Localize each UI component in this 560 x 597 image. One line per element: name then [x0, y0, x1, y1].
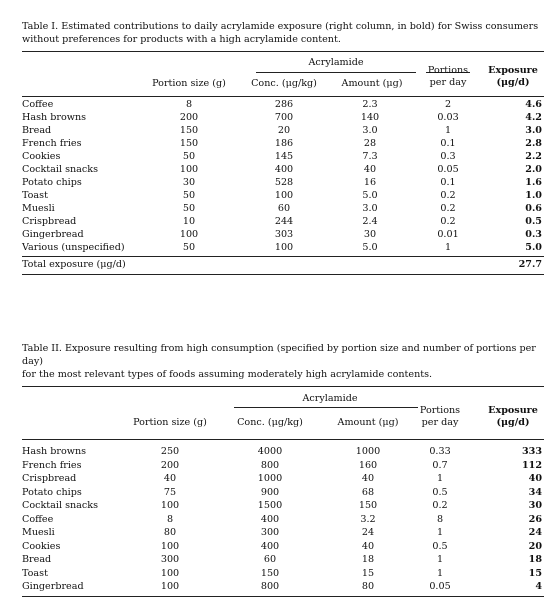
- cell-exposure: 0.6: [525, 203, 542, 214]
- cell-per-day: 0.5: [432, 486, 448, 498]
- table-1-header-acrylamide: Acrylamide: [308, 57, 364, 68]
- table-1-header-exposure: [482, 65, 544, 89]
- cell-per-day: 1: [436, 473, 444, 484]
- table-2-header-portions: [410, 405, 470, 429]
- cell-conc: 303: [274, 229, 294, 240]
- cell-amount: 5.0: [362, 242, 378, 253]
- cell-conc: 100: [274, 190, 294, 201]
- cell-amount: 3.2: [360, 513, 376, 525]
- table-1-header-portions-line1: Portions: [427, 65, 469, 76]
- table-row: [22, 163, 544, 176]
- cell-per-day: 0.05: [429, 581, 451, 592]
- cell-exposure: 0.3: [525, 229, 542, 240]
- table-1-header-exposure-line2: (μg/d): [496, 77, 530, 88]
- cell-food: Crispbread: [22, 473, 77, 484]
- table-1-caption: [22, 20, 544, 46]
- cell-conc: 528: [274, 177, 294, 188]
- cell-food: Toast: [22, 190, 48, 201]
- table-1: [22, 20, 544, 275]
- table-row: [22, 241, 544, 254]
- cell-food: Bread: [22, 554, 52, 565]
- cell-per-day: 0.1: [440, 138, 456, 149]
- cell-exposure: 26: [528, 513, 542, 525]
- table-row: [22, 472, 544, 486]
- cell-food: French fries: [22, 459, 82, 471]
- cell-per-day: 0.2: [440, 216, 456, 227]
- cell-food: Hash browns: [22, 112, 87, 123]
- cell-exposure: 4: [535, 581, 542, 592]
- table-1-header-exposure-line1: Exposure: [488, 65, 538, 76]
- cell-conc: 700: [274, 112, 294, 123]
- table-2-header: [22, 387, 544, 439]
- table-row: [22, 215, 544, 228]
- table-2-bottom-rule: [22, 596, 544, 597]
- cell-exposure: 4.2: [525, 112, 542, 123]
- cell-food: French fries: [22, 138, 82, 149]
- cell-exposure: 3.0: [525, 125, 542, 136]
- cell-portion: 8: [185, 99, 193, 110]
- cell-amount: 40: [361, 473, 375, 484]
- table-2-caption-line1: Table II. Exposure resulting from high consumption (specified by portion size and number of portions per day): [22, 343, 536, 367]
- cell-portion: 100: [160, 567, 180, 579]
- cell-portion: 50: [182, 242, 196, 253]
- cell-portion: 100: [179, 164, 199, 175]
- cell-exposure: 34: [528, 486, 542, 498]
- table-row: [22, 499, 544, 513]
- cell-food: Crispbread: [22, 216, 77, 227]
- cell-conc: 1000: [257, 473, 283, 484]
- table-row: [22, 228, 544, 241]
- cell-amount: 68: [361, 486, 375, 498]
- cell-exposure: 112: [521, 459, 542, 471]
- table-row: [22, 137, 544, 150]
- table-2-caption: [22, 342, 544, 381]
- cell-per-day: 0.33: [429, 446, 451, 457]
- cell-exposure: 5.0: [525, 242, 542, 253]
- table-1-total-value: 27.7: [518, 259, 542, 270]
- cell-food: Gingerbread: [22, 229, 84, 240]
- cell-per-day: 1: [444, 242, 452, 253]
- table-2-caption-line2: for the most relevant types of foods assuming moderately high acrylamide contents.: [22, 369, 433, 380]
- cell-portion: 300: [160, 554, 180, 565]
- cell-conc: 900: [260, 486, 280, 498]
- cell-conc: 400: [260, 540, 280, 552]
- cell-per-day: 1: [436, 567, 444, 579]
- cell-amount: 2.3: [362, 99, 378, 110]
- cell-conc: 400: [274, 164, 294, 175]
- cell-exposure: 2.0: [525, 164, 542, 175]
- table-2-body: [22, 440, 544, 594]
- cell-food: Various (unspecified): [22, 242, 125, 253]
- cell-exposure: 40: [528, 473, 542, 484]
- cell-amount: 40: [363, 164, 377, 175]
- cell-per-day: 0.01: [437, 229, 459, 240]
- cell-conc: 100: [274, 242, 294, 253]
- cell-amount: 28: [363, 138, 377, 149]
- cell-per-day: 1: [436, 554, 444, 565]
- cell-portion: 250: [160, 446, 180, 457]
- table-row: [22, 486, 544, 500]
- cell-amount: 15: [361, 567, 375, 579]
- cell-exposure: 0.5: [525, 216, 542, 227]
- table-row: [22, 540, 544, 554]
- cell-per-day: 0.1: [440, 177, 456, 188]
- cell-food: Gingerbread: [22, 581, 84, 592]
- cell-per-day: 0.2: [432, 500, 448, 511]
- cell-per-day: 0.2: [440, 203, 456, 214]
- cell-per-day: 0.7: [432, 459, 448, 471]
- cell-amount: 24: [361, 527, 375, 538]
- table-row: [22, 124, 544, 137]
- table-row: [22, 150, 544, 163]
- table-1-total-label: Total exposure (μg/d): [22, 259, 126, 270]
- cell-conc: 186: [274, 138, 294, 149]
- cell-exposure: 15: [528, 567, 542, 579]
- cell-amount: 40: [361, 540, 375, 552]
- cell-conc: 244: [274, 216, 294, 227]
- cell-conc: 145: [274, 151, 294, 162]
- cell-exposure: 20: [528, 540, 542, 552]
- table-1-acrylamide-rule: [256, 72, 416, 73]
- cell-per-day: 2: [444, 99, 452, 110]
- cell-amount: 1000: [355, 446, 381, 457]
- table-2-acrylamide-rule: [234, 407, 418, 408]
- cell-food: Potato chips: [22, 486, 82, 498]
- cell-food: Hash browns: [22, 446, 87, 457]
- table-1-body: [22, 97, 544, 254]
- cell-food: Cocktail snacks: [22, 500, 98, 511]
- cell-food: Bread: [22, 125, 52, 136]
- table-2-header-exposure-line2: (μg/d): [496, 417, 530, 428]
- cell-per-day: 0.2: [440, 190, 456, 201]
- cell-per-day: 0.05: [437, 164, 459, 175]
- cell-exposure: 2.8: [525, 138, 542, 149]
- table-2-header-exposure-line1: Exposure: [488, 405, 538, 416]
- cell-food: Cookies: [22, 151, 61, 162]
- cell-portion: 40: [163, 473, 177, 484]
- cell-portion: 50: [182, 151, 196, 162]
- cell-portion: 50: [182, 203, 196, 214]
- table-1-header-portions-line2: per day: [429, 77, 467, 88]
- cell-portion: 150: [179, 125, 199, 136]
- table-2-header-portion-size: Portion size (g): [133, 417, 207, 428]
- cell-portion: 50: [182, 190, 196, 201]
- cell-conc: 150: [260, 567, 280, 579]
- cell-exposure: 2.2: [525, 151, 542, 162]
- cell-portion: 100: [179, 229, 199, 240]
- table-2-header-portions-line2: per day: [421, 417, 459, 428]
- table-2: [22, 342, 544, 597]
- table-row: [22, 459, 544, 473]
- cell-amount: 3.0: [362, 203, 378, 214]
- table-row: [22, 553, 544, 567]
- cell-conc: 60: [277, 203, 291, 214]
- cell-amount: 7.3: [362, 151, 378, 162]
- cell-portion: 10: [182, 216, 196, 227]
- cell-exposure: 1.0: [525, 190, 542, 201]
- cell-conc: 800: [260, 459, 280, 471]
- cell-food: Potato chips: [22, 177, 82, 188]
- table-row: [22, 445, 544, 459]
- cell-amount: 160: [358, 459, 378, 471]
- cell-per-day: 0.3: [440, 151, 456, 162]
- cell-food: Cocktail snacks: [22, 164, 98, 175]
- table-2-header-acrylamide: Acrylamide: [302, 393, 358, 404]
- table-1-total-rule: [22, 256, 544, 257]
- cell-per-day: 1: [436, 527, 444, 538]
- cell-portion: 200: [160, 459, 180, 471]
- table-1-header-portion-size: Portion size (g): [152, 78, 226, 89]
- cell-exposure: 24: [528, 527, 542, 538]
- table-row: [22, 176, 544, 189]
- table-2-header-amount: Amount (μg): [337, 417, 399, 428]
- cell-conc: 800: [260, 581, 280, 592]
- cell-conc: 20: [277, 125, 291, 136]
- cell-food: Muesli: [22, 203, 55, 214]
- cell-portion: 30: [182, 177, 196, 188]
- table-row: [22, 513, 544, 527]
- cell-per-day: 0.03: [437, 112, 459, 123]
- table-1-header: [22, 52, 544, 96]
- cell-conc: 400: [260, 513, 280, 525]
- cell-exposure: 18: [528, 554, 542, 565]
- table-1-caption-line1: Table I. Estimated contributions to daily acrylamide exposure (right column, in bold) for Swiss consumers: [22, 21, 539, 32]
- cell-portion: 150: [179, 138, 199, 149]
- cell-amount: 80: [361, 581, 375, 592]
- table-2-header-exposure: [482, 405, 544, 429]
- cell-per-day: 1: [444, 125, 452, 136]
- table-row: [22, 580, 544, 594]
- cell-conc: 60: [263, 554, 277, 565]
- cell-portion: 200: [179, 112, 199, 123]
- cell-conc: 1500: [257, 500, 283, 511]
- cell-exposure: 30: [528, 500, 542, 511]
- cell-food: Coffee: [22, 99, 54, 110]
- table-1-bottom-rule: [22, 274, 544, 275]
- table-1-header-portions: [418, 65, 478, 89]
- cell-per-day: 8: [436, 513, 444, 525]
- cell-conc: 4000: [257, 446, 283, 457]
- cell-amount: 30: [363, 229, 377, 240]
- cell-portion: 100: [160, 540, 180, 552]
- cell-exposure: 1.6: [525, 177, 542, 188]
- table-row: [22, 567, 544, 581]
- cell-food: Muesli: [22, 527, 55, 538]
- table-1-total-row: [22, 258, 544, 271]
- cell-portion: 8: [166, 513, 174, 525]
- cell-amount: 5.0: [362, 190, 378, 201]
- cell-food: Toast: [22, 567, 48, 579]
- table-1-header-amount: Amount (μg): [341, 78, 403, 89]
- cell-portion: 100: [160, 500, 180, 511]
- cell-food: Cookies: [22, 540, 61, 552]
- cell-amount: 140: [360, 112, 380, 123]
- cell-portion: 100: [160, 581, 180, 592]
- table-1-header-conc: Conc. (μg/kg): [251, 78, 317, 89]
- table-row: [22, 526, 544, 540]
- cell-amount: 18: [361, 554, 375, 565]
- cell-amount: 3.0: [362, 125, 378, 136]
- table-1-caption-line2: without preferences for products with a high acrylamide content.: [22, 34, 341, 45]
- cell-conc: 300: [260, 527, 280, 538]
- table-row: [22, 202, 544, 215]
- cell-conc: 286: [274, 99, 294, 110]
- cell-amount: 16: [363, 177, 377, 188]
- table-row: [22, 111, 544, 124]
- table-row: [22, 98, 544, 111]
- cell-portion: 80: [163, 527, 177, 538]
- cell-exposure: 333: [521, 446, 542, 457]
- table-2-header-conc: Conc. (μg/kg): [237, 417, 303, 428]
- cell-per-day: 0.5: [432, 540, 448, 552]
- cell-exposure: 4.6: [525, 99, 542, 110]
- cell-portion: 75: [163, 486, 177, 498]
- table-2-header-portions-line1: Portions: [419, 405, 461, 416]
- cell-amount: 150: [358, 500, 378, 511]
- cell-food: Coffee: [22, 513, 54, 525]
- table-row: [22, 189, 544, 202]
- cell-amount: 2.4: [362, 216, 378, 227]
